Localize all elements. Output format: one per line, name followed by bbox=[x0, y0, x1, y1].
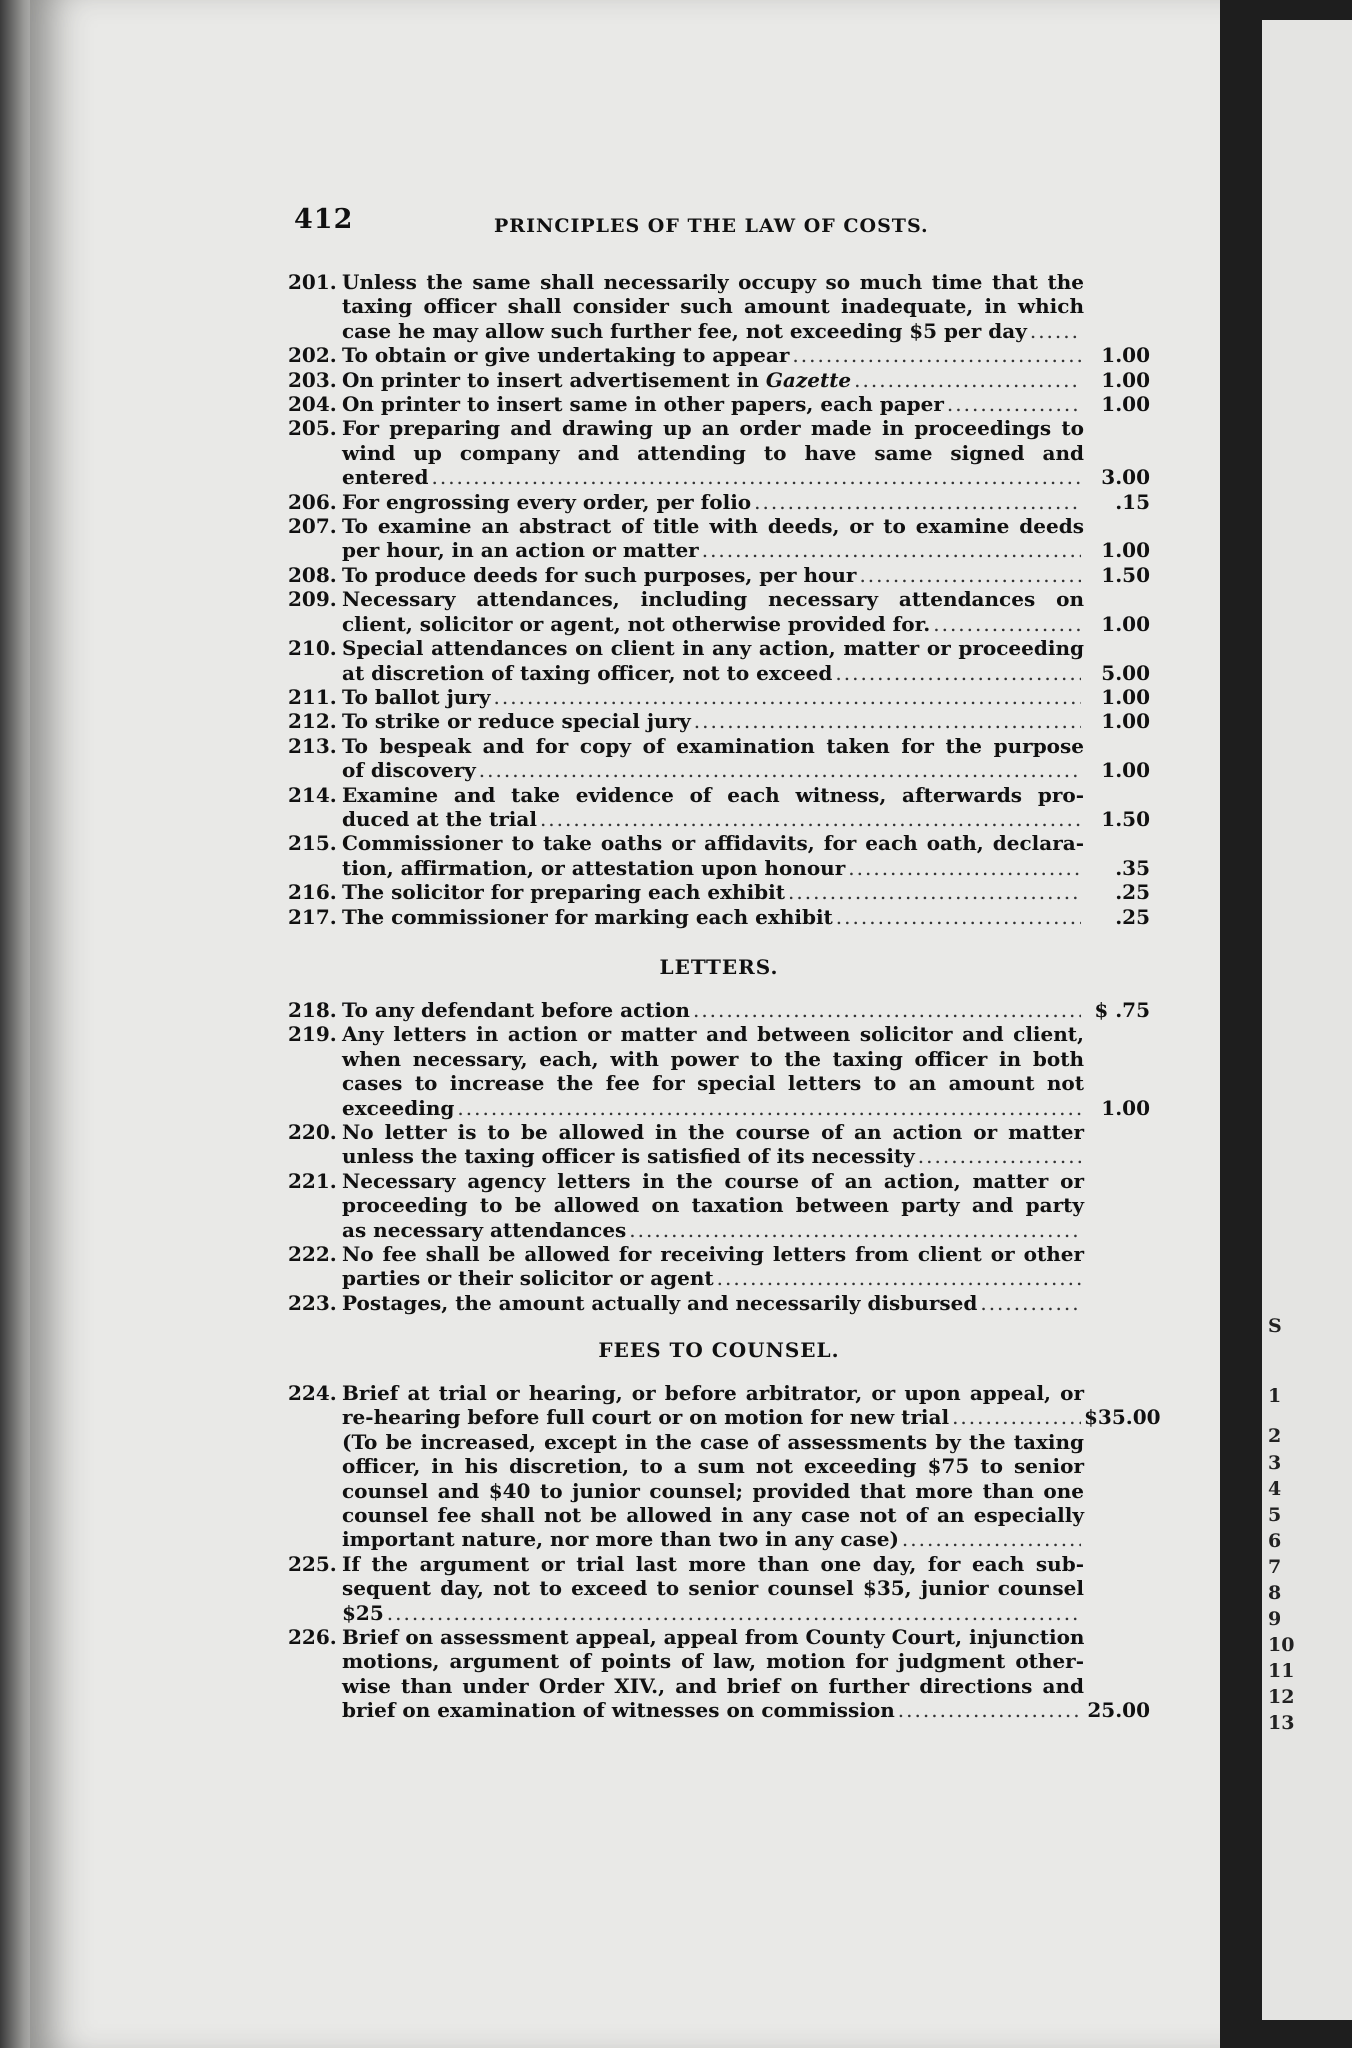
dot-leader bbox=[854, 368, 1081, 392]
fee-amount: 1.00 bbox=[1101, 343, 1150, 368]
entry-line bbox=[288, 1601, 1150, 1625]
margin-number: 7 bbox=[1268, 1556, 1282, 1578]
fee-entry bbox=[288, 636, 1150, 685]
entry-line bbox=[288, 685, 1150, 709]
dot-leader bbox=[980, 1291, 1081, 1315]
entry-text: For preparing and drawing up an order made in proceedings to bbox=[342, 416, 1084, 441]
item-number: 220. bbox=[288, 1120, 337, 1145]
entry-line bbox=[288, 1698, 1150, 1722]
entry-text: important nature, nor more than two in any case) bbox=[342, 1527, 899, 1552]
entry-text: as necessary attendances bbox=[342, 1217, 627, 1242]
dot-leader bbox=[387, 1601, 1081, 1625]
margin-number: 8 bbox=[1268, 1582, 1282, 1604]
item-number: 222. bbox=[288, 1242, 337, 1267]
fee-entry bbox=[288, 783, 1150, 832]
item-number: 211. bbox=[288, 684, 337, 709]
entry-line bbox=[288, 1193, 1150, 1217]
running-header bbox=[294, 204, 1144, 238]
entry-line bbox=[288, 1144, 1150, 1168]
item-number: 212. bbox=[288, 709, 337, 734]
fee-amount: 1.00 bbox=[1101, 392, 1150, 417]
entry-text: Unless the same shall necessarily occupy so much time that the bbox=[342, 270, 1084, 294]
entry-text: Brief at trial or hearing, or before arbitrator, or upon appeal, or bbox=[342, 1381, 1084, 1405]
entry-line bbox=[288, 1405, 1161, 1430]
entry-line bbox=[288, 1169, 1150, 1193]
entry-line bbox=[288, 1674, 1150, 1698]
entry-line bbox=[288, 368, 1150, 392]
fee-amount: 1.00 bbox=[1101, 709, 1150, 734]
entry-text: wind up company and attending to have same signed and bbox=[342, 440, 1084, 465]
dot-leader bbox=[902, 1527, 1081, 1551]
entry-text: $25 bbox=[342, 1600, 384, 1625]
margin-number: 3 bbox=[1268, 1452, 1282, 1474]
item-number: 209. bbox=[288, 587, 337, 612]
margin-number: 1 bbox=[1268, 1385, 1282, 1407]
entry-text: unless the taxing officer is satisfied of its necessity bbox=[342, 1144, 915, 1169]
entry-line bbox=[288, 465, 1150, 489]
entry-text: On printer to insert advertisement in Gazette bbox=[342, 367, 852, 392]
entry-line bbox=[288, 856, 1150, 880]
fee-amount: 25.00 bbox=[1087, 1698, 1150, 1723]
item-number: 226. bbox=[288, 1625, 337, 1650]
entry-line bbox=[288, 1047, 1150, 1071]
item-number: 225. bbox=[288, 1551, 337, 1576]
item-number: 210. bbox=[288, 636, 337, 661]
entry-text: To strike or reduce special jury bbox=[342, 709, 691, 734]
dot-leader bbox=[898, 1698, 1081, 1722]
dot-leader bbox=[694, 709, 1081, 733]
entry-line bbox=[288, 1266, 1150, 1290]
entry-line bbox=[288, 1649, 1150, 1673]
dot-leader bbox=[836, 905, 1081, 929]
margin-number: 4 bbox=[1268, 1478, 1282, 1500]
entry-line bbox=[288, 1527, 1150, 1551]
entry-text: tion, affirmation, or attestation upon honour bbox=[342, 855, 846, 880]
entry-line bbox=[288, 1291, 1150, 1315]
fee-entry bbox=[288, 416, 1150, 489]
entry-line bbox=[288, 807, 1150, 831]
entry-text: duced at the trial bbox=[342, 806, 537, 831]
entry-line bbox=[288, 416, 1150, 440]
entry-text: No fee shall be allowed for receiving letters from client or other bbox=[342, 1242, 1084, 1267]
entry-text: taxing officer shall consider such amount inadequate, in which bbox=[342, 294, 1084, 319]
margin-number: S bbox=[1268, 1315, 1282, 1337]
fee-entry bbox=[288, 490, 1150, 514]
dot-leader bbox=[629, 1218, 1081, 1242]
fee-amount: 1.00 bbox=[1101, 758, 1150, 783]
entry-line bbox=[288, 661, 1150, 685]
dot-leader bbox=[835, 661, 1081, 685]
dot-leader bbox=[848, 856, 1081, 880]
margin-number: 11 bbox=[1268, 1660, 1295, 1682]
fee-entry bbox=[288, 905, 1150, 929]
entry-text: sequent day, not to exceed to senior counsel $35, junior counsel bbox=[342, 1576, 1084, 1601]
counsel-list bbox=[288, 1381, 1161, 1723]
fee-amount: .25 bbox=[1115, 880, 1150, 905]
entry-text: counsel fee shall not be allowed in any case not of an especially bbox=[342, 1503, 1084, 1528]
entry-line bbox=[288, 1096, 1150, 1120]
item-number: 203. bbox=[288, 367, 337, 392]
entry-line bbox=[288, 1503, 1150, 1527]
entry-text: If the argument or trial last more than one day, for each sub- bbox=[342, 1551, 1084, 1576]
fee-entry bbox=[288, 709, 1150, 733]
entry-line bbox=[288, 514, 1150, 538]
entry-line bbox=[288, 1242, 1150, 1266]
dot-leader bbox=[947, 392, 1081, 416]
fee-entry bbox=[288, 587, 1150, 636]
entry-line bbox=[288, 563, 1150, 587]
entry-text: On printer to insert same in other papers, each paper bbox=[342, 392, 944, 417]
fee-entry bbox=[288, 368, 1150, 392]
entry-line bbox=[288, 1120, 1150, 1144]
fee-entry bbox=[288, 1552, 1150, 1625]
item-number: 206. bbox=[288, 489, 337, 514]
margin-number: 2 bbox=[1268, 1425, 1282, 1447]
entry-line bbox=[288, 905, 1150, 929]
item-number: 208. bbox=[288, 562, 337, 587]
entry-text: For engrossing every order, per folio bbox=[342, 489, 752, 514]
fee-list-continued bbox=[288, 270, 1150, 929]
item-number: 214. bbox=[288, 782, 337, 807]
fee-entry bbox=[288, 1169, 1150, 1242]
item-number: 221. bbox=[288, 1168, 337, 1193]
fee-entry bbox=[288, 1022, 1150, 1120]
entry-line bbox=[288, 1381, 1150, 1405]
item-number: 204. bbox=[288, 392, 337, 417]
entry-text: (To be increased, except in the case of assessments by the taxing bbox=[342, 1429, 1084, 1454]
fee-amount: .15 bbox=[1115, 489, 1150, 514]
dot-leader bbox=[918, 1144, 1081, 1168]
fee-amount: 1.00 bbox=[1101, 684, 1150, 709]
margin-number: 10 bbox=[1268, 1634, 1295, 1656]
entry-line bbox=[288, 319, 1150, 343]
running-title: PRINCIPLES OF THE LAW OF COSTS. bbox=[494, 215, 929, 237]
entry-text: parties or their solicitor or agent bbox=[342, 1266, 714, 1291]
entry-line bbox=[288, 270, 1150, 294]
entry-line bbox=[288, 587, 1150, 611]
entry-line bbox=[288, 1552, 1150, 1576]
gazette-italic: Gazette bbox=[765, 367, 852, 392]
fee-amount: $ .75 bbox=[1094, 998, 1150, 1022]
entry-text: The solicitor for preparing each exhibit bbox=[342, 880, 785, 905]
entry-text: cases to increase the fee for special letters to an amount not bbox=[342, 1071, 1084, 1096]
item-number: 217. bbox=[288, 904, 337, 929]
fee-entry bbox=[288, 1291, 1150, 1315]
dot-leader bbox=[457, 1096, 1081, 1120]
entry-text: client, solicitor or agent, not otherwise provided for. bbox=[342, 611, 931, 636]
fee-amount: .25 bbox=[1115, 904, 1150, 929]
entry-text: exceeding bbox=[342, 1095, 455, 1120]
dot-leader bbox=[933, 612, 1081, 636]
entry-text: To any defendant before action bbox=[342, 998, 690, 1022]
entry-text: motions, argument of points of law, motion for judgment other- bbox=[342, 1649, 1084, 1674]
entry-line bbox=[288, 490, 1150, 514]
margin-number: 6 bbox=[1268, 1530, 1282, 1552]
counsel-section bbox=[288, 1338, 1150, 1362]
entry-text: per hour, in an action or matter bbox=[342, 538, 699, 563]
entry-line bbox=[288, 294, 1150, 318]
entry-text: Commissioner to take oaths or affidavits, for each oath, declara- bbox=[342, 831, 1084, 856]
margin-number: 5 bbox=[1268, 1504, 1282, 1526]
fee-amount: 1.00 bbox=[1101, 367, 1150, 392]
entry-line bbox=[288, 831, 1150, 855]
entry-text: case he may allow such further fee, not exceeding $5 per day bbox=[342, 318, 1027, 343]
item-number: 219. bbox=[288, 1022, 337, 1047]
entry-line bbox=[288, 343, 1150, 367]
entry-text: To examine an abstract of title with deeds, or to examine deeds bbox=[342, 514, 1084, 539]
margin-number: 13 bbox=[1268, 1712, 1295, 1734]
fee-amount: 1.50 bbox=[1101, 806, 1150, 831]
entry-text: Special attendances on client in any action, matter or proceeding bbox=[342, 636, 1084, 661]
fee-entry bbox=[288, 270, 1150, 343]
entry-line bbox=[288, 880, 1150, 904]
dot-leader bbox=[952, 1405, 1081, 1429]
item-number: 202. bbox=[288, 343, 337, 368]
dot-leader bbox=[792, 343, 1081, 367]
dot-leader bbox=[693, 998, 1081, 1022]
entry-text: Brief on assessment appeal, appeal from County Court, injunction bbox=[342, 1625, 1085, 1650]
item-number: 207. bbox=[288, 514, 337, 539]
item-number: 218. bbox=[288, 998, 337, 1022]
entry-text: To produce deeds for such purposes, per hour bbox=[342, 562, 857, 587]
fee-amount: 1.50 bbox=[1101, 562, 1150, 587]
entry-text: proceeding to be allowed on taxation between party and party bbox=[342, 1193, 1084, 1218]
fee-entry bbox=[288, 343, 1150, 367]
item-number: 224. bbox=[288, 1381, 337, 1405]
fee-entry bbox=[288, 563, 1150, 587]
section-heading-counsel: FEES TO COUNSEL. bbox=[598, 1338, 840, 1362]
dot-leader bbox=[540, 807, 1081, 831]
fee-amount: 1.00 bbox=[1101, 538, 1150, 563]
fee-entry bbox=[288, 685, 1150, 709]
item-number: 216. bbox=[288, 880, 337, 905]
section-heading-letters: LETTERS. bbox=[659, 955, 779, 979]
entry-line bbox=[288, 392, 1150, 416]
entry-text: The commissioner for marking each exhibit bbox=[342, 904, 833, 929]
entry-line bbox=[288, 441, 1150, 465]
entry-text: To obtain or give undertaking to appear bbox=[342, 343, 790, 368]
entry-text: counsel and $40 to junior counsel; provided that more than one bbox=[342, 1478, 1084, 1503]
entry-line bbox=[288, 1625, 1150, 1649]
entry-text: Any letters in action or matter and between solicitor and client, bbox=[342, 1022, 1084, 1047]
entry-text: To bespeak and for copy of examination taken for the purpose bbox=[342, 733, 1084, 758]
entry-line bbox=[288, 538, 1150, 562]
entry-line bbox=[288, 783, 1150, 807]
fee-amount: 1.00 bbox=[1101, 611, 1150, 636]
fee-entry bbox=[288, 998, 1150, 1022]
dot-leader bbox=[1030, 319, 1081, 343]
fee-entry bbox=[288, 1120, 1150, 1169]
letters-section bbox=[288, 955, 1150, 979]
entry-text: No letter is to be allowed in the course of an action or matter bbox=[342, 1120, 1084, 1145]
fee-entry bbox=[288, 514, 1150, 563]
entry-line bbox=[288, 734, 1150, 758]
dot-leader bbox=[859, 563, 1081, 587]
entry-line bbox=[288, 1576, 1150, 1600]
dot-leader bbox=[788, 880, 1081, 904]
letters-list bbox=[288, 998, 1150, 1315]
item-number: 213. bbox=[288, 733, 337, 758]
entry-text: re-hearing before full court or on motion for new trial bbox=[342, 1405, 950, 1430]
item-number: 215. bbox=[288, 831, 337, 856]
entry-line bbox=[288, 636, 1150, 660]
fee-amount: 3.00 bbox=[1101, 465, 1150, 490]
entry-text: Postages, the amount actually and necessarily disbursed bbox=[342, 1290, 978, 1315]
entry-text: at discretion of taxing officer, not to exceed bbox=[342, 660, 833, 685]
entry-text: entered bbox=[342, 465, 429, 490]
fee-amount: $35.00 bbox=[1084, 1405, 1161, 1430]
fee-entry bbox=[288, 1381, 1161, 1430]
fee-entry bbox=[288, 392, 1150, 416]
entry-line bbox=[288, 1218, 1150, 1242]
entry-line bbox=[288, 758, 1150, 782]
entry-text: of discovery bbox=[342, 758, 476, 783]
entry-line bbox=[288, 612, 1150, 636]
fee-amount: 1.00 bbox=[1101, 1095, 1150, 1120]
entry-line bbox=[288, 998, 1150, 1022]
entry-line bbox=[288, 1454, 1150, 1478]
dot-leader bbox=[717, 1266, 1081, 1290]
margin-number: 9 bbox=[1268, 1608, 1282, 1630]
dot-leader bbox=[754, 490, 1081, 514]
entry-line bbox=[288, 709, 1150, 733]
dot-leader bbox=[702, 538, 1081, 562]
entry-text: Necessary agency letters in the course of an action, matter or bbox=[342, 1168, 1084, 1193]
fee-entry bbox=[288, 831, 1150, 880]
item-number: 201. bbox=[288, 270, 337, 294]
margin-number: 12 bbox=[1268, 1686, 1295, 1708]
fee-entry bbox=[288, 1430, 1150, 1552]
entry-text: brief on examination of witnesses on commission bbox=[342, 1698, 895, 1723]
page-number: 412 bbox=[294, 204, 354, 235]
entry-text: when necessary, each, with power to the taxing officer in both bbox=[342, 1046, 1084, 1071]
fee-entry bbox=[288, 1242, 1150, 1291]
fee-amount: .35 bbox=[1115, 855, 1150, 880]
dot-leader bbox=[431, 465, 1081, 489]
entry-line bbox=[288, 1430, 1150, 1454]
entry-line bbox=[288, 1071, 1150, 1095]
fee-entry bbox=[288, 734, 1150, 783]
adjacent-page-edge bbox=[1262, 20, 1352, 2020]
fee-entry bbox=[288, 1625, 1150, 1723]
dot-leader bbox=[479, 758, 1081, 782]
entry-text: Examine and take evidence of each witness, afterwards pro- bbox=[342, 782, 1084, 807]
fee-amount: 5.00 bbox=[1101, 660, 1150, 685]
entry-line bbox=[288, 1022, 1150, 1046]
item-number: 205. bbox=[288, 416, 337, 441]
entry-text: officer, in his discretion, to a sum not exceeding $75 to senior bbox=[342, 1454, 1084, 1479]
item-number: 223. bbox=[288, 1290, 337, 1315]
entry-line bbox=[288, 1479, 1150, 1503]
entry-text: wise than under Order XIV., and brief on further directions and bbox=[342, 1673, 1084, 1698]
entry-text: To ballot jury bbox=[342, 684, 491, 709]
entry-text: Necessary attendances, including necessary attendances on bbox=[342, 587, 1084, 612]
dot-leader bbox=[494, 685, 1081, 709]
fee-entry bbox=[288, 880, 1150, 904]
